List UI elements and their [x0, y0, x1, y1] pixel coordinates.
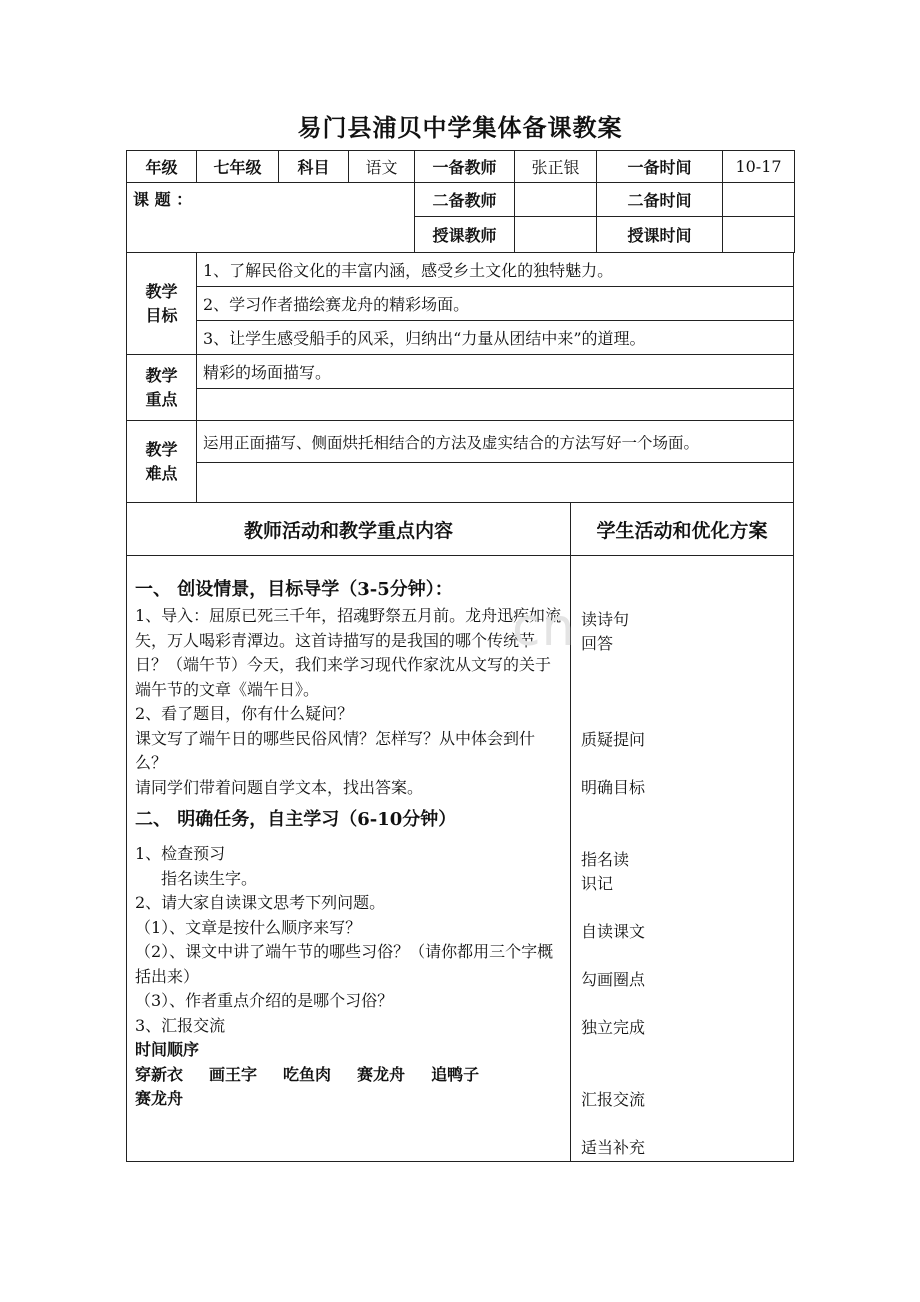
- student-activity: 质疑提问: [581, 730, 646, 749]
- subject-label: 科目: [279, 151, 349, 183]
- customs-list: [135, 1063, 562, 1088]
- section2-q3: （3）、作者重点介绍的是哪个习俗？: [135, 991, 394, 1010]
- custom-item: 赛龙舟: [357, 1064, 406, 1084]
- custom-item: 画王字: [209, 1064, 258, 1084]
- section2-check: 1、检查预习: [135, 844, 226, 863]
- objective-item: 3、让学生感受船手的风采，归纳出“力量从团结中来”的道理。: [197, 321, 794, 355]
- section2-check-detail: 指名读生字。: [161, 868, 258, 888]
- prep2-teacher-value: [515, 183, 597, 217]
- lecture-time-label: 授课时间: [597, 217, 723, 253]
- lecture-time-value: [723, 217, 795, 253]
- key-custom: 赛龙舟: [135, 1089, 184, 1108]
- teacher-column-header: 教师活动和教学重点内容: [127, 503, 571, 556]
- difficulty-blank: [197, 463, 794, 503]
- objective-item: 2、学习作者描绘赛龙舟的精彩场面。: [197, 287, 794, 321]
- student-activity: 识记: [581, 874, 614, 893]
- teacher-activities: [127, 556, 571, 1162]
- section2-q1: （1）、文章是按什么顺序来写？: [135, 917, 362, 937]
- focus-text: 精彩的场面描写。: [197, 355, 794, 389]
- prep2-time-value: [723, 183, 795, 217]
- objective-item: 1、了解民俗文化的丰富内涵，感受乡土文化的独特魅力。: [197, 253, 794, 287]
- difficulty-text: 运用正面描写、侧面烘托相结合的方法及虚实结合的方法写好一个场面。: [197, 421, 794, 463]
- student-activities: [571, 556, 794, 1162]
- section2-read: 2、请大家自读课文思考下列问题。: [135, 893, 386, 912]
- objectives-table: [126, 252, 794, 503]
- focus-label: 教学重点: [127, 355, 197, 421]
- section1-instruction: 请同学们带着问题自学文本，找出答案。: [135, 777, 424, 797]
- subject-value: 语文: [349, 151, 415, 183]
- prep1-teacher-label: 一备教师: [415, 151, 515, 183]
- grade-label: 年级: [127, 151, 197, 183]
- student-activity: 明确目标: [581, 778, 646, 797]
- custom-item: 穿新衣: [135, 1064, 184, 1084]
- student-activity: 读诗句: [581, 610, 630, 629]
- student-activity: 指名读: [581, 850, 630, 869]
- prep2-teacher-label: 二备教师: [415, 183, 515, 217]
- section1-intro: 1、导入：屈原已死三千年，招魂野祭五月前。龙舟迅疾如流矢，万人喝彩青潭边。这首诗描写的是我国的哪个传统节日？（端午节）今天，我们来学习现代作家沈从文写的关于端午节的文章《端午日》。: [135, 606, 562, 699]
- topic-label: 课 题 ：: [133, 190, 193, 209]
- section2-q2: （2）、课文中讲了端午节的哪些习俗？（请你都用三个字概括出来）: [135, 942, 554, 986]
- student-column-header: 学生活动和优化方案: [571, 503, 794, 556]
- watermark: cn: [512, 598, 576, 658]
- section1-question-detail: 课文写了端午日的哪些民俗风情？怎样写？从中体会到什么？: [135, 728, 536, 772]
- student-activity: 勾画圈点: [581, 970, 646, 989]
- header-table: [126, 150, 795, 253]
- lecture-teacher-label: 授课教师: [415, 217, 515, 253]
- section2-order: 时间顺序: [135, 1040, 200, 1059]
- custom-item: 吃鱼肉: [283, 1064, 332, 1084]
- lecture-teacher-value: [515, 217, 597, 253]
- student-activity: 自读课文: [581, 922, 646, 941]
- difficulty-label: 教学难点: [127, 421, 197, 503]
- activities-table: [126, 502, 794, 1162]
- grade-value: 七年级: [197, 151, 279, 183]
- section2-heading: 二、 明确任务，自主学习（6-10分钟）: [135, 809, 457, 830]
- prep1-teacher-value: 张正银: [515, 151, 597, 183]
- page-title: 易门县浦贝中学集体备课教案: [297, 113, 623, 142]
- prep1-time-value: 10-17: [723, 151, 795, 183]
- objectives-label: 教学目标: [127, 253, 197, 355]
- student-activity: 回答: [581, 634, 614, 653]
- student-activity: 适当补充: [581, 1138, 646, 1157]
- focus-blank: [197, 389, 794, 421]
- prep1-time-label: 一备时间: [597, 151, 723, 183]
- lesson-plan-sheet: [126, 150, 794, 1162]
- student-activity: 独立完成: [581, 1018, 646, 1037]
- student-activity: 汇报交流: [581, 1090, 646, 1109]
- custom-item: 追鸭子: [431, 1064, 480, 1084]
- prep2-time-label: 二备时间: [597, 183, 723, 217]
- section2-report: 3、汇报交流: [135, 1015, 226, 1035]
- section1-question: 2、看了题目，你有什么疑问？: [135, 704, 354, 723]
- section1-heading: 一、 创设情景，目标导学（3-5分钟）：: [135, 579, 453, 600]
